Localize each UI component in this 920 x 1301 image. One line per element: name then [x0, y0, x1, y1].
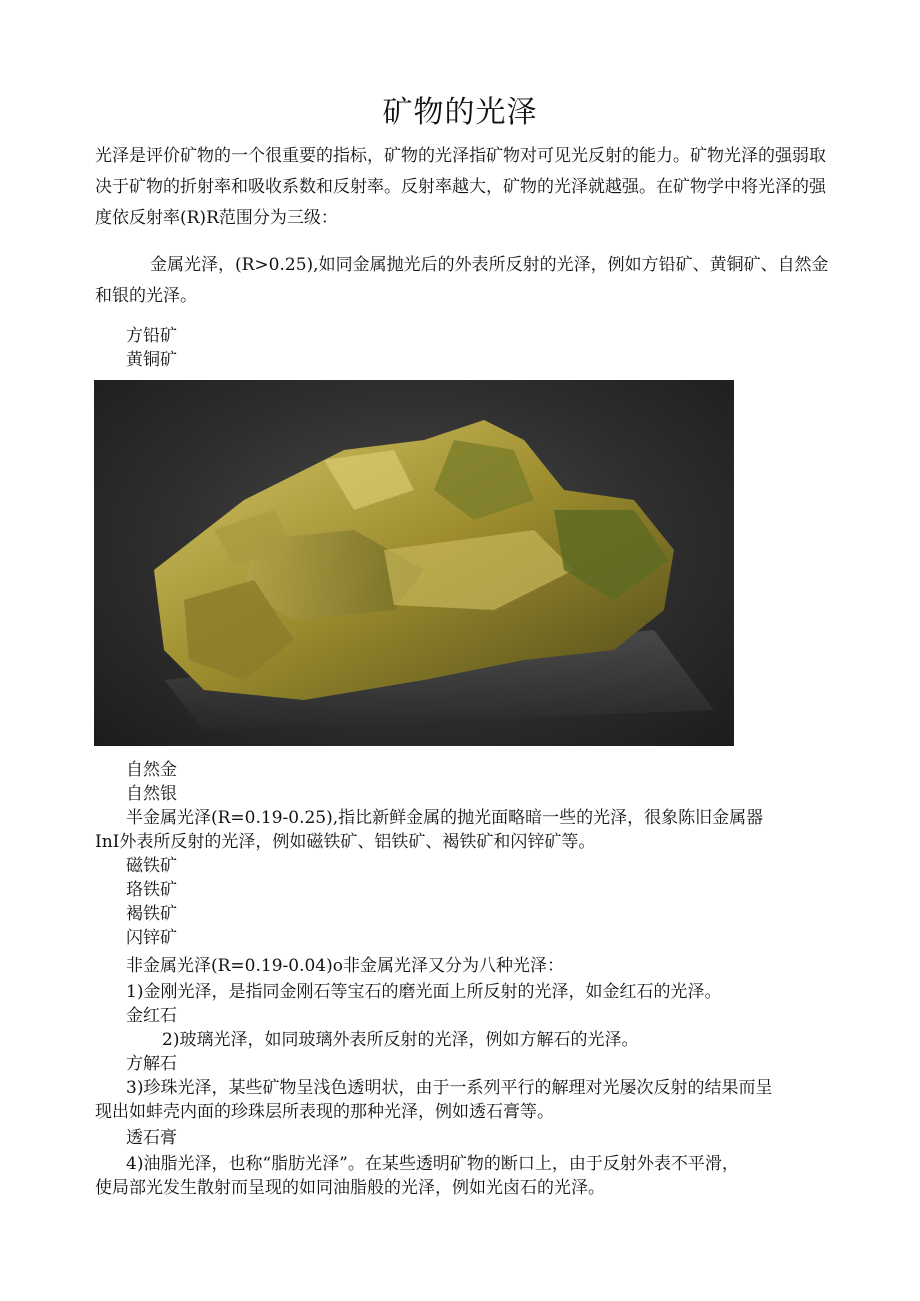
label-magnetite: 磁铁矿 — [126, 856, 177, 876]
label-sphalerite: 闪锌矿 — [126, 928, 177, 948]
label-native-gold: 自然金 — [126, 760, 177, 780]
semimetallic-luster-line-1: 半金属光泽(R=0.19-0.25),指比新鲜金属的抛光面略暗一些的光泽，很象陈旧金属器 — [126, 808, 764, 828]
metallic-luster-paragraph: 金属光泽，(R>0.25),如同金属抛光后的外表所反射的光泽，例如方铅矿、黄铜矿、自然金和银的光泽。 — [95, 255, 829, 306]
greasy-luster-line-1: 4)油脂光泽，也称“脂肪光泽”。在某些透明矿物的断口上，由于反射外表不平滑， — [126, 1154, 739, 1174]
label-rutile: 金红石 — [126, 1006, 177, 1026]
label-native-silver: 自然银 — [126, 784, 177, 804]
pearly-luster-line-1: 3)珍珠光泽，某些矿物呈浅色透明状，由于一系列平行的解理对光屡次反射的结果而呈 — [126, 1078, 773, 1098]
mineral-image — [94, 380, 734, 746]
label-chromite: 珞铁矿 — [126, 880, 177, 900]
page-title: 矿物的光泽 — [382, 95, 538, 130]
chalcopyrite-photo — [94, 380, 734, 746]
label-galena: 方铅矿 — [126, 326, 177, 346]
semimetallic-luster-line-2: InI外表所反射的光泽，例如磁铁矿、铝铁矿、褐铁矿和闪锌矿等。 — [95, 832, 596, 852]
pearly-luster-line-2: 现出如蚌壳内面的珍珠层所表现的那种光泽，例如透石膏等。 — [95, 1102, 554, 1122]
greasy-luster-line-2: 使局部光发生散射而呈现的如同油脂般的光泽，例如光卤石的光泽。 — [95, 1178, 605, 1198]
adamantine-luster-line: 1)金刚光泽，是指同金刚石等宝石的磨光面上所反射的光泽，如金红石的光泽。 — [126, 982, 722, 1002]
label-selenite: 透石膏 — [126, 1128, 177, 1148]
intro-paragraph: 光泽是评价矿物的一个很重要的指标，矿物的光泽指矿物对可见光反射的能力。矿物光泽的强弱取决于矿物的折射率和吸收系数和反射率。反射率越大，矿物的光泽就越强。在矿物学中将光泽的强度依反射率(R)R范围分为三级： — [95, 146, 826, 228]
nonmetallic-luster-line: 非金属光泽(R=0.19-0.04)o非金属光泽又分为八种光泽： — [126, 956, 564, 976]
label-chalcopyrite: 黄铜矿 — [126, 350, 177, 370]
vitreous-luster-line: 2)玻璃光泽，如同玻璃外表所反射的光泽，例如方解石的光泽。 — [162, 1030, 639, 1050]
label-calcite: 方解石 — [126, 1054, 177, 1074]
label-limonite: 褐铁矿 — [126, 904, 177, 924]
